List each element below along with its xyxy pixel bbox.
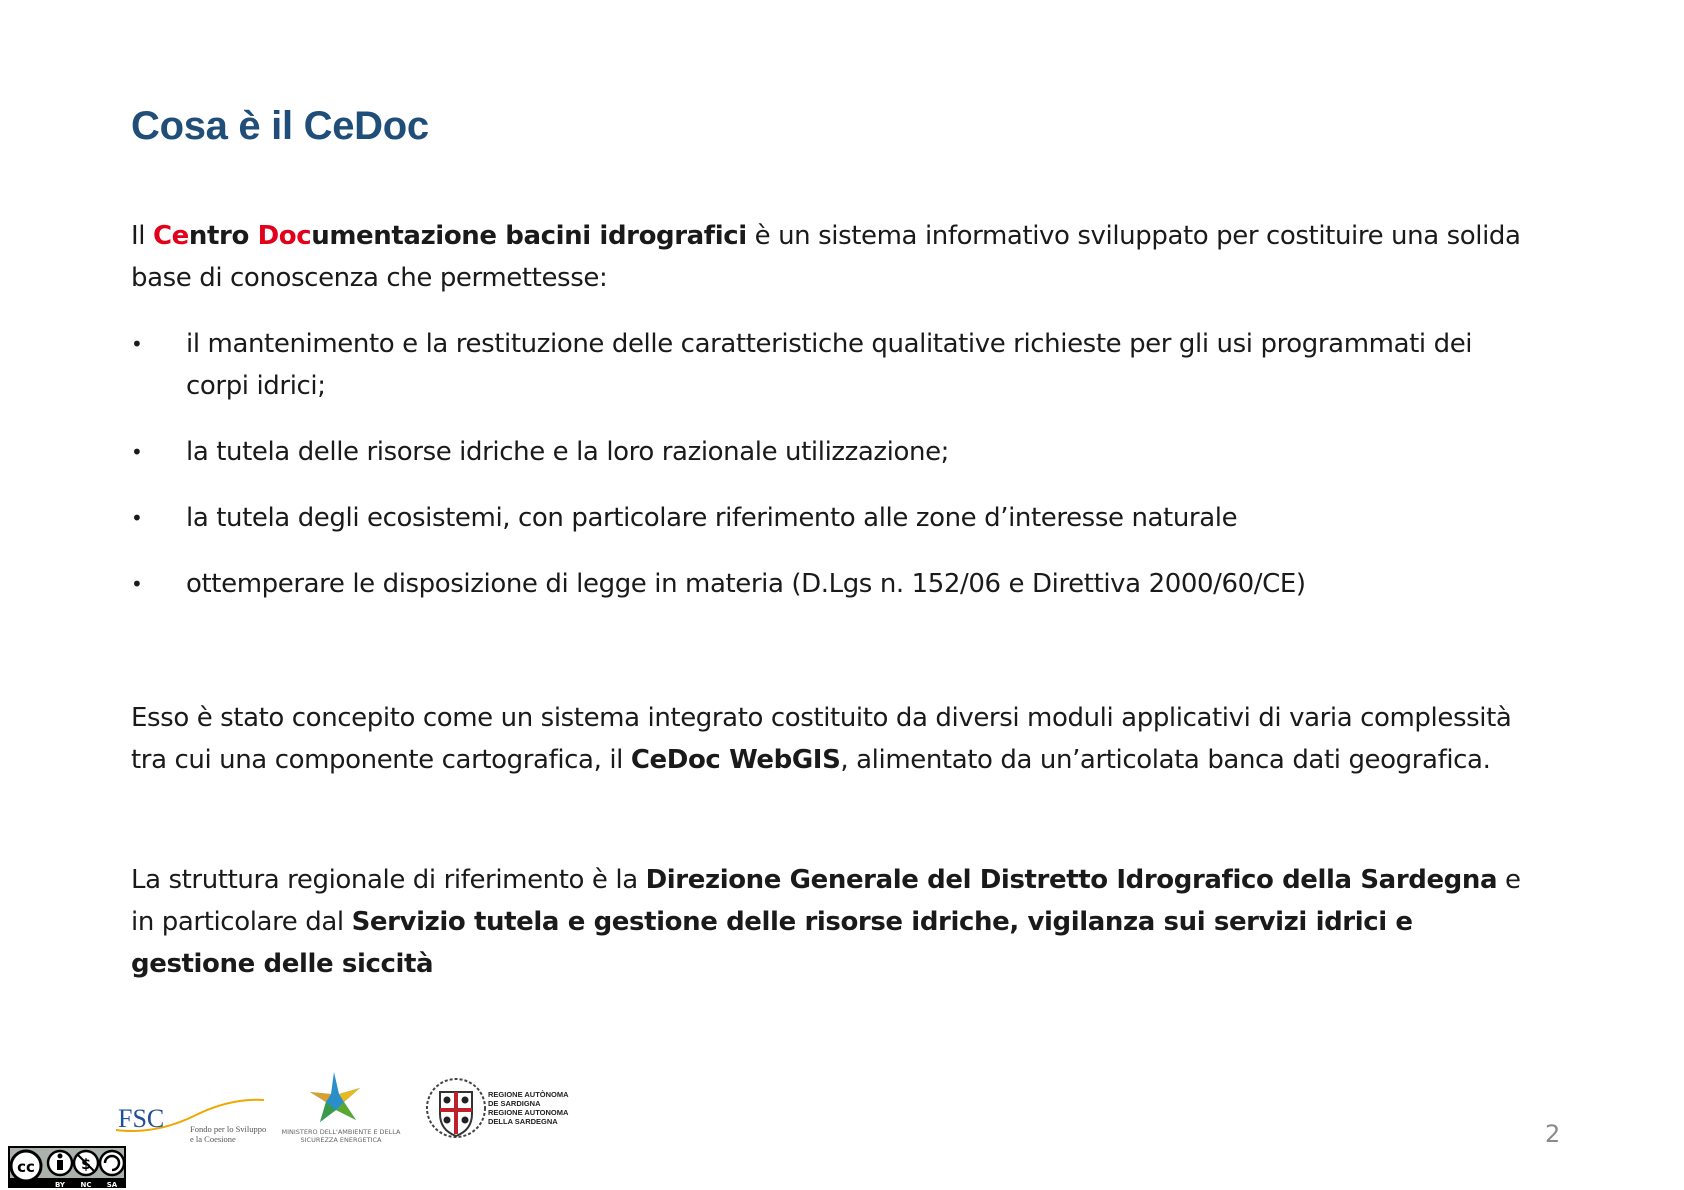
direzione-generale-bold: Direzione Generale del Distretto Idrografico della Sardegna [645, 865, 1498, 895]
mase-star-icon [276, 1070, 406, 1128]
bullet-text: la tutela degli ecosistemi, con particolare riferimento alle zone d’interesse naturale [186, 503, 1238, 533]
footer-logos [116, 1070, 596, 1150]
webgis-paragraph [131, 697, 1541, 781]
cc-label-sa: SA [106, 1181, 118, 1188]
fsc-sub-label: Fondo per lo Sviluppo e la Coesione [190, 1124, 267, 1144]
cedoc-webgis-bold: CeDoc WebGIS [630, 745, 841, 775]
page-number: 2 [1545, 1120, 1561, 1148]
sardegna-coat-of-arms-icon [426, 1074, 486, 1144]
para3-pre: La struttura regionale di riferimento è la [131, 865, 646, 895]
intro-ce-highlight: Ce [152, 221, 189, 251]
bullet-dot-icon: • [131, 332, 143, 356]
cc-license-badge[interactable] [8, 1146, 126, 1188]
ras-line: REGIONE AUTONOMA [488, 1108, 569, 1117]
bullet-list [131, 323, 1541, 605]
fsc-logo [116, 1090, 267, 1144]
para3-mid: e in particolare dal [131, 865, 1521, 937]
bullet-item [131, 497, 1541, 539]
intro-doc-highlight: Doc [257, 221, 312, 251]
intro-pre: Il [131, 221, 153, 251]
bullet-dot-icon: • [131, 440, 143, 464]
svg-text:$: $ [81, 1157, 91, 1173]
intro-ntro: ntro [188, 221, 258, 251]
regione-sardegna-logo [426, 1074, 586, 1144]
cc-by-nc-sa-icon [8, 1146, 126, 1188]
intro-paragraph [131, 215, 1541, 299]
bullet-item [131, 563, 1541, 605]
bullet-text: ottemperare le disposizione di legge in materia (D.Lgs n. 152/06 e Direttiva 2000/60/CE) [186, 569, 1306, 599]
structure-paragraph [131, 859, 1541, 985]
bullet-dot-icon: • [131, 506, 143, 530]
bullet-text: il mantenimento e la restituzione delle caratteristiche qualitative richieste per gli usi programmati dei corpi idrici; [186, 329, 1473, 401]
regione-sardegna-label [488, 1090, 588, 1126]
intro-post: è un sistema informativo sviluppato per costituire una solida base di conoscenza che permettesse: [131, 221, 1521, 293]
slide-content [131, 215, 1541, 985]
bullet-item [131, 431, 1541, 473]
para2-post: , alimentato da un’articolata banca dati geografica. [840, 745, 1491, 775]
cc-label-by: BY [54, 1181, 66, 1188]
svg-text:cc: cc [17, 1158, 35, 1176]
bullet-item [131, 323, 1541, 407]
intro-rest-bold: umentazione bacini idrografici [311, 221, 747, 251]
ras-line: DELLA SARDEGNA [488, 1117, 558, 1126]
bullet-text: la tutela delle risorse idriche e la loro razionale utilizzazione; [186, 437, 950, 467]
fsc-label: FSC [118, 1104, 165, 1133]
para2-pre: Esso è stato concepito come un sistema integrato costituito da diversi moduli applicativi di varia complessità tra cui una componente cartografica, il [131, 703, 1512, 775]
servizio-tutela-bold: Servizio tutela e gestione delle risorse idriche, vigilanza sui servizi idrici e gestione delle siccità [131, 907, 1413, 979]
bullet-dot-icon: • [131, 572, 143, 596]
cc-label-nc: NC [80, 1181, 92, 1188]
ras-line: REGIONE AUTÒNOMA [488, 1090, 569, 1099]
ras-line: DE SARDIGNA [488, 1099, 541, 1108]
mase-logo [276, 1070, 406, 1146]
slide-title: Cosa è il CeDoc [131, 104, 429, 148]
mase-label: MINISTERO DELL'AMBIENTE E DELLA SICUREZZA ENERGETICA [281, 1128, 401, 1144]
